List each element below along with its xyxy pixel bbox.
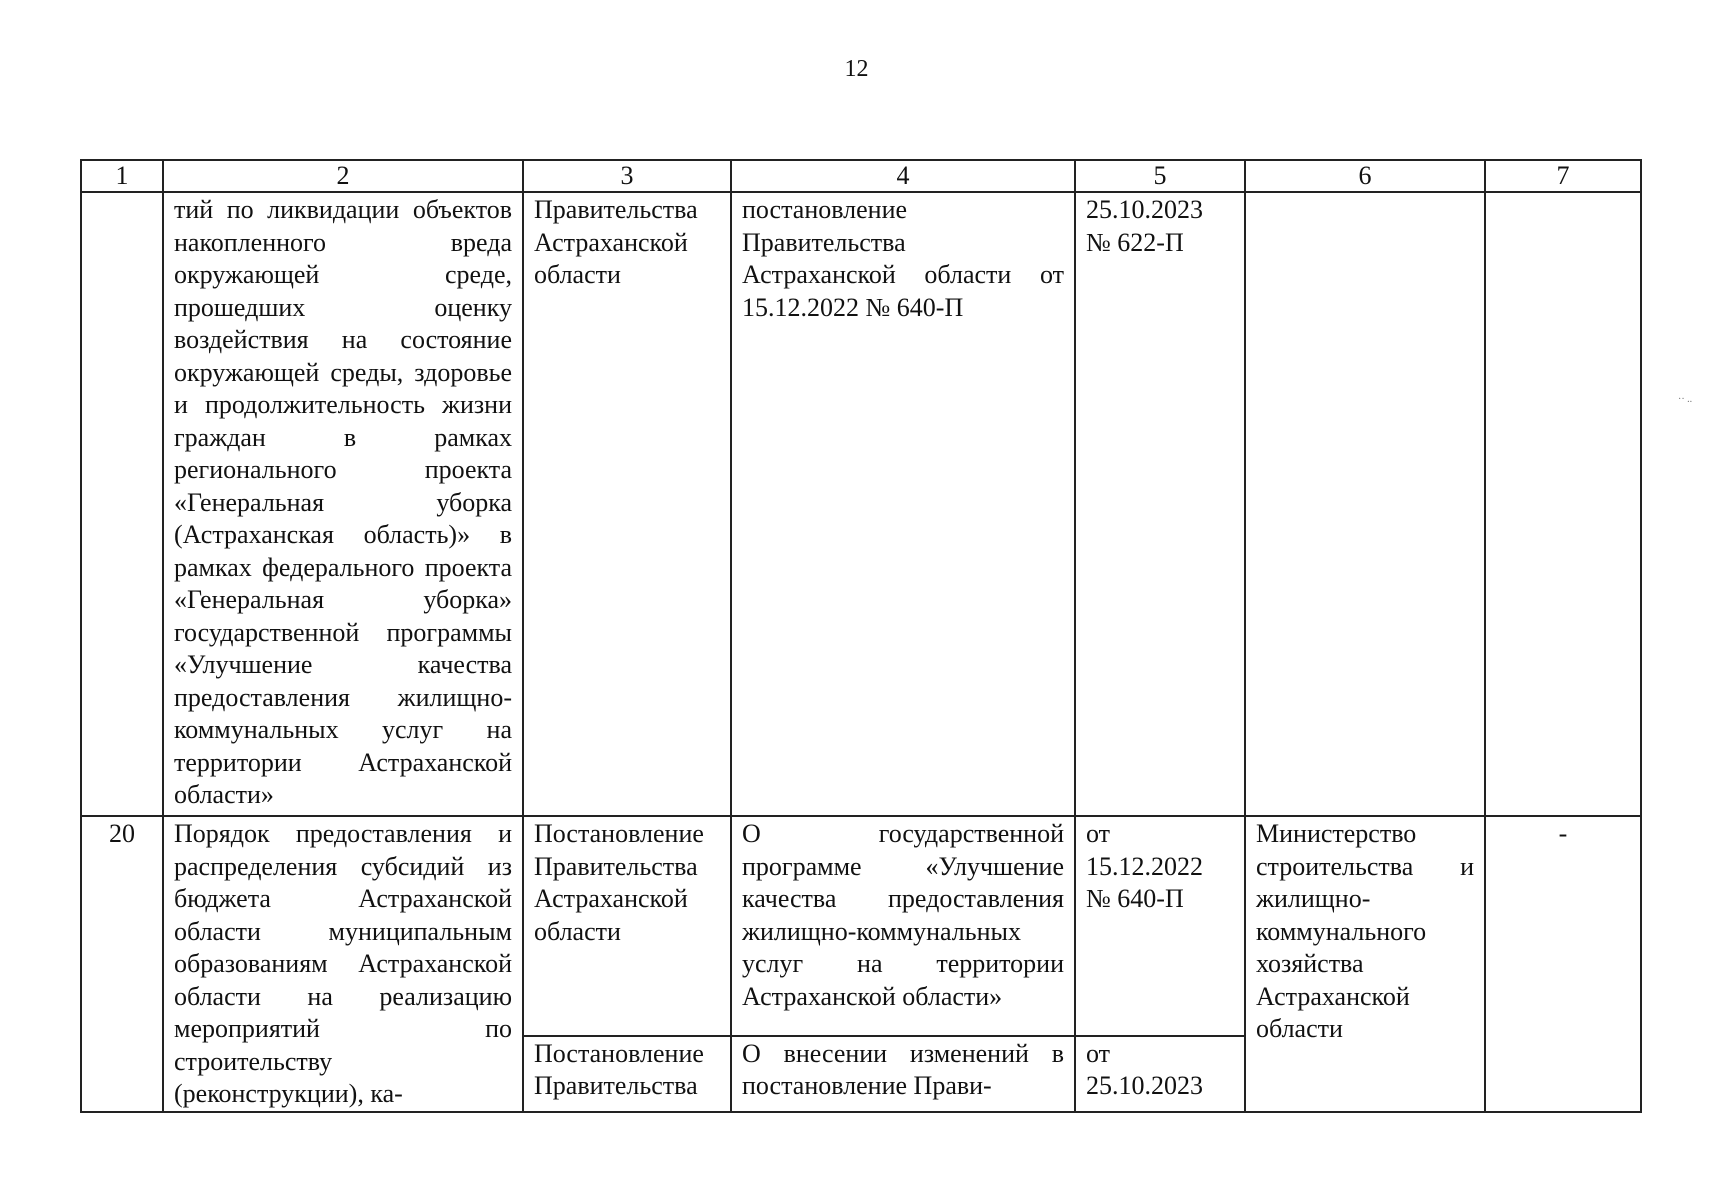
cell-note: - <box>1485 816 1641 1112</box>
cell-document-title: постановление Правительства Астраханской области от 15.12.2022 № 640-П <box>731 192 1075 816</box>
cell-responsible: Министерство строительства и жилищно-коммунального хозяйства Астраханской области <box>1245 816 1485 1112</box>
cell-number: 20 <box>81 816 163 1112</box>
cell-responsible <box>1245 192 1485 816</box>
date-text: 25.10.2023 <box>1086 1071 1203 1101</box>
cell-issuer: Постановление Правительства Астраханской области <box>523 816 731 1036</box>
table-header-row <box>81 160 1641 192</box>
header-col-3: 3 <box>523 160 731 192</box>
cell-description: Порядок предоставления и распределения субсидий из бюджета Астраханской области муниципальным образованиям Астраханской области на реализацию мероприятий по строительству (реконструкции), ка- <box>163 816 523 1112</box>
cell-document-title: О государственной программе «Улучшение качества предоставления жилищно-коммунальных услуг на территории Астраханской области» <box>731 816 1075 1036</box>
header-col-5: 5 <box>1075 160 1245 192</box>
cell-date <box>1075 1036 1245 1112</box>
cell-date <box>1075 192 1245 816</box>
date-prefix: от <box>1086 819 1111 848</box>
cell-issuer: Постановление Правительства <box>523 1036 731 1112</box>
cell-issuer: Правительства Астраханской области <box>523 192 731 816</box>
cell-description: тий по ликвидации объектов накопленного вреда окружающей среде, прошедших оценку воздействия на состояние окружающей среды, здоровье и продолжительность жизни граждан в рамках регионального проекта «Генеральная уборка (Астраханская область)» в рамках федерального проекта «Генеральная уборка» государственной программы «Улучшение качества предоставления жилищно-коммунальных услуг на территории Астраханской области» <box>163 192 523 816</box>
table-row-20 <box>81 816 1641 1036</box>
margin-mark: ·· .. <box>1678 394 1693 405</box>
header-col-2: 2 <box>163 160 523 192</box>
date-prefix: от <box>1086 1038 1111 1068</box>
header-col-6: 6 <box>1245 160 1485 192</box>
cell-document-title: О внесении изменений в постановление Прави- <box>731 1036 1075 1112</box>
table-row-continued <box>81 192 1641 816</box>
cell-date <box>1075 816 1245 1036</box>
header-col-7: 7 <box>1485 160 1641 192</box>
date-text: 15.12.2022 <box>1086 851 1203 881</box>
doc-number-text: № 622-П <box>1086 227 1184 257</box>
document-table <box>80 159 1642 1113</box>
date-text: 25.10.2023 <box>1086 195 1203 224</box>
cell-note <box>1485 192 1641 816</box>
page-number: 12 <box>844 56 869 82</box>
header-col-4: 4 <box>731 160 1075 192</box>
doc-number-text: № 640-П <box>1086 884 1184 913</box>
cell-number <box>81 192 163 816</box>
header-col-1: 1 <box>81 160 163 192</box>
